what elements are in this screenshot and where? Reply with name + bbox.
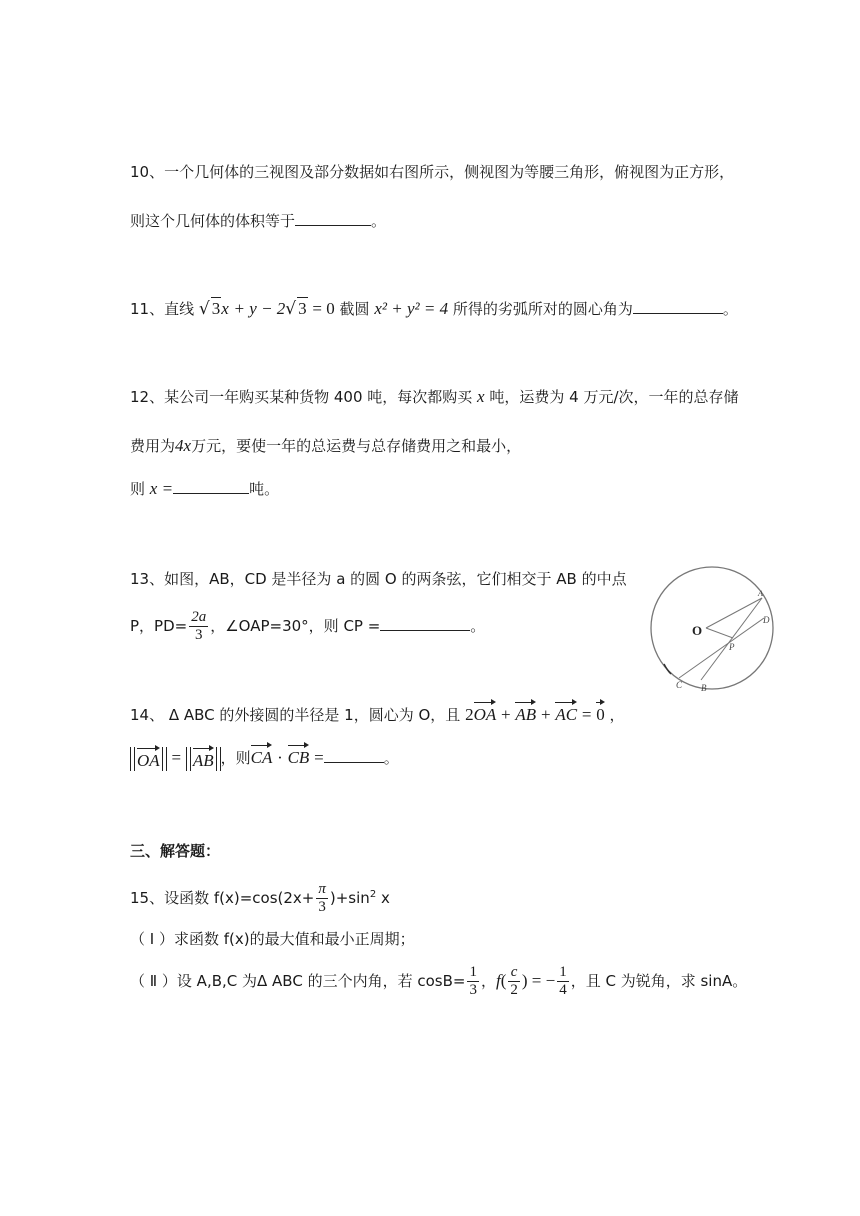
q13-line1 (130, 568, 627, 590)
q15-part1 (130, 928, 415, 950)
q11-line (130, 297, 738, 320)
q15-part2c: ，且 C 为锐角，求 sinA。 (570, 972, 748, 990)
q13-line2 (130, 608, 485, 644)
q11-mid: + y − 2 (233, 299, 286, 318)
q11-t3: 所得的劣弧所对的圆心角为 (452, 300, 633, 318)
q15-c-den: 2 (510, 982, 518, 998)
q12-line3var: x = (149, 479, 174, 498)
sqrt-symbol: √ (198, 299, 210, 319)
q13-circle-figure (644, 560, 784, 700)
abs-ab (186, 747, 221, 771)
chord-ab (701, 598, 762, 680)
q12-text1b: 吨，运费为 4 万元/次，一年的总存储 (489, 388, 739, 406)
segment-op (706, 628, 733, 638)
q13-fraction (189, 609, 208, 644)
q10-text2: 则这个几何体的体积等于 (130, 212, 296, 230)
q12-var: x (477, 387, 485, 406)
q15-quarter-fraction (557, 964, 569, 999)
q11-t2: 截圆 (339, 300, 370, 318)
q14-plus2: + (540, 705, 551, 724)
q14-end: 。 (383, 749, 399, 767)
q11-x: x (221, 299, 229, 318)
q15-c-num: c (508, 964, 520, 982)
q12-text1a: 12、某公司一年购买某种货物 400 吨，每次都购买 (130, 388, 473, 406)
abs-vector-oa: OA (137, 747, 160, 775)
segment-oa (706, 598, 762, 628)
q15-eqminus: ) = − (521, 971, 556, 990)
q13-text1: 13、如图，AB，CD 是半径为 a 的圆 O 的两条弦，它们相交于 AB 的中点 (130, 570, 627, 588)
q11-root: 3 (211, 299, 221, 318)
q12-text2a: 费用为 (130, 437, 176, 455)
q15-part1-text: （ Ⅰ ）求函数 f(x)的最大值和最小正周期； (130, 930, 415, 948)
q12-text3a: 则 (130, 480, 146, 498)
q15-part2a: （ Ⅱ ）设 A,B,C 为Δ ABC 的三个内角，若 cosB= (130, 972, 466, 990)
q14-abs-eq: = (171, 748, 182, 767)
vector-oa: OA (474, 701, 497, 729)
q14-answer-blank[interactable] (324, 748, 384, 763)
q14-dot: · (277, 748, 283, 767)
q14-lead: 14、 Δ ABC 的外接圆的半径是 1，圆心为 O，且 (130, 706, 461, 724)
q10-text1: 10、一个几何体的三视图及部分数据如右图所示，侧视图为等腰三角形，俯视图为正方形， (130, 163, 735, 181)
q13-text2a: P，PD= (130, 617, 188, 635)
q14-two: 2 (465, 705, 474, 724)
q12-line3 (130, 478, 279, 500)
vector-ab: AB (515, 701, 536, 729)
label-p: P (729, 642, 735, 652)
q10-end: 。 (371, 212, 387, 230)
q15-q-den: 4 (559, 982, 567, 998)
q15-q-num: 1 (559, 964, 567, 980)
section-title: 三、解答题： (130, 842, 221, 860)
q11-circle: x² + y² = 4 (374, 299, 449, 318)
q15-cos-den: 3 (469, 982, 477, 998)
q15-part2: （ Ⅱ ）设 A,B,C 为Δ ABC 的三个内角，若 cosB= $\frac{1}{3}$ ，f( $\frac{c}{2}$ ) = − $\frac{1}{4}$ ，且 C 为锐角，求 sinA。 (130, 964, 748, 998)
circle-o (651, 567, 773, 689)
q13-frac-num: 2a (191, 609, 207, 625)
abs-vector-ab: AB (193, 747, 214, 775)
label-b: B (701, 683, 707, 693)
label-o: O (692, 623, 703, 638)
q12-text3b: 吨。 (249, 480, 280, 498)
q13-frac-den: 3 (194, 627, 203, 643)
vector-cb: CB (288, 744, 310, 772)
q15-f: f (495, 971, 501, 990)
q14-plus1: + (501, 705, 511, 724)
vector-ac: AC (555, 701, 577, 729)
label-d: D (763, 615, 770, 625)
q14-line2 (130, 744, 399, 772)
sqrt-symbol-2: √ (285, 299, 297, 319)
q15-pi: π (318, 881, 326, 897)
q15-part2b: ， (480, 972, 496, 990)
q13-answer-blank[interactable] (380, 616, 470, 631)
q15-x: x (376, 889, 390, 907)
q15-sup: 2 (369, 889, 377, 900)
q14-line1 (130, 701, 625, 729)
q14-eq: = (314, 748, 324, 767)
q15-c-fraction (508, 964, 520, 999)
q11-lead: 11、直线 (130, 300, 195, 318)
label-c: C (676, 680, 683, 690)
q15-three: 3 (318, 899, 326, 915)
q12-line1 (130, 386, 739, 408)
q15-tail: )+sin (329, 889, 370, 907)
q15-cos-num: 1 (469, 964, 477, 980)
label-a: A (758, 589, 763, 598)
q11-eq: = 0 (312, 299, 335, 318)
abs-oa (130, 747, 167, 771)
vector-zero: 0 (596, 701, 605, 729)
section-heading (130, 840, 220, 862)
q15-lead: 15、设函数 f(x)=cos(2x+ (130, 889, 315, 907)
q14-comma: ， (609, 706, 625, 724)
q10-line1 (130, 161, 734, 183)
q10-line2 (130, 210, 386, 232)
q15-pi-fraction (316, 881, 328, 916)
vector-ca: CA (251, 744, 273, 772)
q11-root2: 3 (298, 299, 307, 318)
q11-answer-blank[interactable] (633, 299, 723, 314)
q12-line2 (130, 435, 521, 457)
q13-end: 。 (470, 617, 486, 635)
q12-expr: 4x (175, 436, 192, 455)
q12-answer-blank[interactable] (173, 479, 249, 494)
q12-text2b: 万元，要使一年的总运费与总存储费用之和最小， (191, 437, 522, 455)
q15-line1 (130, 877, 390, 916)
q14-eqzero: = (581, 705, 592, 724)
q14-then: ，则 (220, 749, 251, 767)
q15-cos-fraction (467, 964, 479, 999)
arc-mark (664, 664, 671, 674)
q10-answer-blank[interactable] (295, 211, 371, 226)
q11-end: 。 (722, 300, 738, 318)
q13-text2b: ，∠OAP=30°，则 CP = (210, 617, 381, 635)
